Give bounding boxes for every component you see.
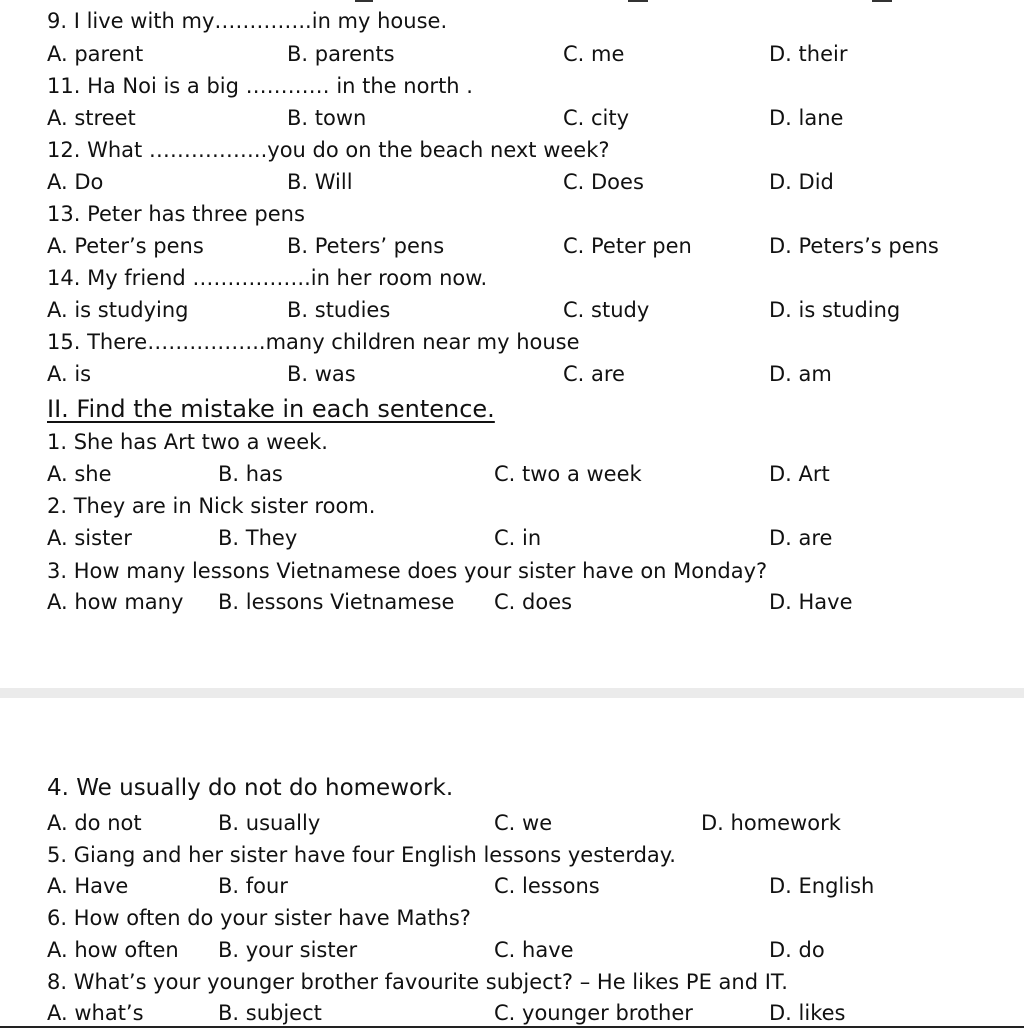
- option-d[interactable]: D. homework: [701, 811, 841, 835]
- option-c[interactable]: C. me: [563, 42, 625, 66]
- option-d[interactable]: D. lane: [769, 106, 844, 130]
- option-b[interactable]: B. four: [218, 874, 288, 898]
- question-text: 14. My friend ……………..in her room now.: [47, 266, 488, 290]
- question-text: 9. I live with my…………..in my house.: [47, 9, 448, 33]
- question-text: 13. Peter has three pens: [47, 202, 305, 226]
- option-c[interactable]: C. study: [563, 298, 650, 322]
- cut-off-text-fragment: [628, 0, 648, 2]
- option-d[interactable]: D. Art: [769, 462, 830, 486]
- option-a[interactable]: A. sister: [47, 526, 132, 550]
- option-a[interactable]: A. what’s: [47, 1001, 144, 1025]
- question-text: 3. How many lessons Vietnamese does your sister have on Monday?: [47, 559, 768, 583]
- option-c[interactable]: C. younger brother: [494, 1001, 693, 1025]
- option-c[interactable]: C. does: [494, 590, 573, 614]
- option-a[interactable]: A. do not: [47, 811, 142, 835]
- cut-off-text-fragment: [872, 0, 892, 2]
- question-text: 4. We usually do not do homework.: [47, 775, 454, 801]
- question-text: 6. How often do your sister have Maths?: [47, 906, 471, 930]
- option-a[interactable]: A. Have: [47, 874, 129, 898]
- option-b[interactable]: B. usually: [218, 811, 321, 835]
- option-a[interactable]: A. Do: [47, 170, 104, 194]
- option-d[interactable]: D. Have: [769, 590, 853, 614]
- question-text: 11. Ha Noi is a big ………… in the north .: [47, 74, 473, 98]
- option-a[interactable]: A. is studying: [47, 298, 189, 322]
- question-text: 8. What’s your younger brother favourite subject? – He likes PE and IT.: [47, 970, 788, 994]
- question-text: 5. Giang and her sister have four English lessons yesterday.: [47, 843, 676, 867]
- option-d[interactable]: D. likes: [769, 1001, 846, 1025]
- option-c[interactable]: C. Does: [563, 170, 644, 194]
- option-b[interactable]: B. was: [287, 362, 356, 386]
- option-c[interactable]: C. in: [494, 526, 542, 550]
- option-c[interactable]: C. city: [563, 106, 630, 130]
- option-a[interactable]: A. she: [47, 462, 112, 486]
- option-a[interactable]: A. how often: [47, 938, 179, 962]
- option-d[interactable]: D. am: [769, 362, 832, 386]
- option-c[interactable]: C. two a week: [494, 462, 642, 486]
- option-b[interactable]: B. They: [218, 526, 298, 550]
- option-d[interactable]: D. English: [769, 874, 875, 898]
- option-b[interactable]: B. Peters’ pens: [287, 234, 445, 258]
- option-b[interactable]: B. parents: [287, 42, 395, 66]
- option-b[interactable]: B. Will: [287, 170, 353, 194]
- option-a[interactable]: A. Peter’s pens: [47, 234, 204, 258]
- option-b[interactable]: B. town: [287, 106, 367, 130]
- option-b[interactable]: B. your sister: [218, 938, 358, 962]
- question-text: 2. They are in Nick sister room.: [47, 494, 376, 518]
- section-heading: II. Find the mistake in each sentence.: [47, 395, 495, 423]
- option-d[interactable]: D. Did: [769, 170, 834, 194]
- cut-off-text-fragment: [355, 0, 373, 2]
- option-d[interactable]: D. Peters’s pens: [769, 234, 939, 258]
- option-c[interactable]: C. we: [494, 811, 553, 835]
- option-a[interactable]: A. street: [47, 106, 136, 130]
- question-text: 1. She has Art two a week.: [47, 430, 328, 454]
- option-d[interactable]: D. do: [769, 938, 825, 962]
- option-d[interactable]: D. is studing: [769, 298, 901, 322]
- option-c[interactable]: C. have: [494, 938, 574, 962]
- option-a[interactable]: A. parent: [47, 42, 144, 66]
- option-c[interactable]: C. Peter pen: [563, 234, 692, 258]
- option-b[interactable]: B. studies: [287, 298, 391, 322]
- option-b[interactable]: B. subject: [218, 1001, 322, 1025]
- bottom-divider: [0, 1026, 1024, 1028]
- option-a[interactable]: A. is: [47, 362, 92, 386]
- image-separator: [0, 688, 1024, 698]
- option-c[interactable]: C. are: [563, 362, 625, 386]
- option-a[interactable]: A. how many: [47, 590, 184, 614]
- question-text: 15. There……………..many children near my house: [47, 330, 580, 354]
- question-text: 12. What ……………..you do on the beach next week?: [47, 138, 610, 162]
- option-b[interactable]: B. has: [218, 462, 283, 486]
- option-b[interactable]: B. lessons Vietnamese: [218, 590, 455, 614]
- option-d[interactable]: D. are: [769, 526, 833, 550]
- option-c[interactable]: C. lessons: [494, 874, 600, 898]
- option-d[interactable]: D. their: [769, 42, 848, 66]
